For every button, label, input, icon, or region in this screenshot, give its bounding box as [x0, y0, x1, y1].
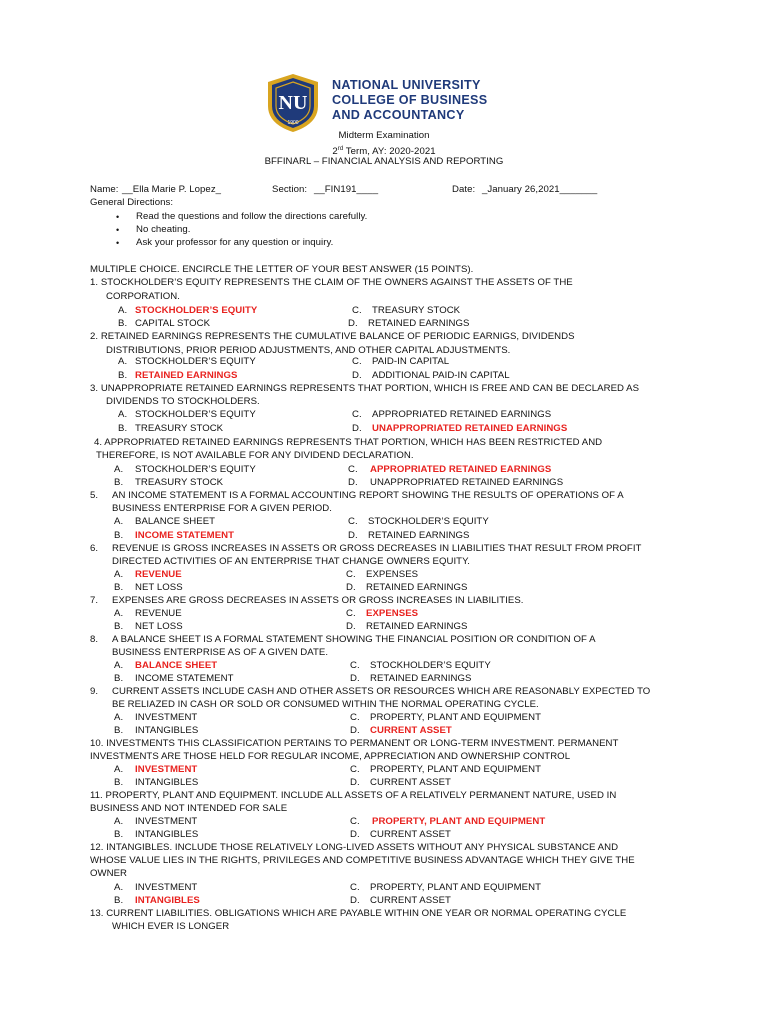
- q12-option-c[interactable]: PROPERTY, PLANT AND EQUIPMENT: [370, 882, 541, 893]
- option-letter[interactable]: A.: [114, 660, 124, 671]
- option-letter[interactable]: D.: [350, 725, 360, 736]
- option-letter[interactable]: C.: [350, 660, 360, 671]
- option-letter[interactable]: C.: [352, 409, 362, 420]
- option-letter[interactable]: A.: [118, 356, 128, 367]
- question-13-cont: WHICH EVER IS LONGER: [112, 921, 230, 932]
- name-label: Name:: [90, 184, 119, 195]
- q2-option-d[interactable]: ADDITIONAL PAID-IN CAPITAL: [372, 370, 510, 381]
- option-letter[interactable]: D.: [350, 777, 360, 788]
- option-letter[interactable]: B.: [114, 673, 124, 684]
- section-label: Section:: [272, 184, 308, 195]
- q4-option-d[interactable]: UNAPPROPRIATED RETAINED EARNINGS: [370, 477, 564, 488]
- question-9: CURRENT ASSETS INCLUDE CASH AND OTHER ASSETS OR RESOURCES WHICH ARE REASONABLY EXPECTED TO: [112, 686, 651, 697]
- name-field[interactable]: __Ella Marie P. Lopez_: [122, 184, 222, 195]
- q8-option-c[interactable]: STOCKHOLDER’S EQUITY: [370, 660, 491, 671]
- question-13: 13. CURRENT LIABILITIES. OBLIGATIONS WHICH ARE PAYABLE WITHIN ONE YEAR OR NORMAL OPERATING CYCLE: [90, 908, 627, 919]
- direction-item: Read the questions and follow the directions carefully.: [136, 211, 368, 222]
- q10-option-a-answer[interactable]: INVESTMENT: [135, 764, 198, 775]
- option-letter[interactable]: D.: [348, 318, 358, 329]
- q5-option-b-answer[interactable]: INCOME STATEMENT: [135, 530, 235, 541]
- q10-option-c[interactable]: PROPERTY, PLANT AND EQUIPMENT: [370, 764, 541, 775]
- q12-option-b-answer[interactable]: INTANGIBLES: [135, 895, 200, 906]
- option-letter[interactable]: B.: [118, 318, 128, 329]
- question-2-cont: DISTRIBUTIONS, PRIOR PERIOD ADJUSTMENTS, AND OTHER CAPITAL ADJUSTMENTS.: [106, 345, 511, 356]
- option-letter[interactable]: B.: [118, 423, 128, 434]
- question-1-cont: CORPORATION.: [106, 291, 180, 302]
- question-number: 8.: [90, 634, 99, 645]
- q2-option-c[interactable]: PAID-IN CAPITAL: [372, 356, 450, 367]
- q9-option-a[interactable]: INVESTMENT: [135, 712, 198, 723]
- bullet-icon: •: [116, 238, 120, 248]
- option-letter[interactable]: B.: [114, 477, 124, 488]
- question-5: AN INCOME STATEMENT IS A FORMAL ACCOUNTING REPORT SHOWING THE RESULTS OF OPERATIONS OF A: [112, 490, 624, 501]
- q8-option-b[interactable]: INCOME STATEMENT: [135, 673, 234, 684]
- direction-item: Ask your professor for any question or inquiry.: [136, 237, 334, 248]
- q12-option-d[interactable]: CURRENT ASSET: [370, 895, 451, 906]
- q10-option-d[interactable]: CURRENT ASSET: [370, 777, 451, 788]
- q6-option-c[interactable]: EXPENSES: [366, 569, 419, 580]
- q12-option-a[interactable]: INVESTMENT: [135, 882, 198, 893]
- q8-option-a-answer[interactable]: BALANCE SHEET: [135, 660, 218, 671]
- option-letter[interactable]: B.: [114, 582, 124, 593]
- term-number: 2: [332, 146, 338, 158]
- q1-option-a-answer[interactable]: STOCKHOLDER’S EQUITY: [135, 305, 258, 316]
- mc-title: MULTIPLE CHOICE. ENCIRCLE THE LETTER OF YOUR BEST ANSWER (15 POINTS).: [90, 264, 474, 275]
- q8-option-d[interactable]: RETAINED EARNINGS: [370, 673, 472, 684]
- question-4-cont: THEREFORE, IS NOT AVAILABLE FOR ANY DIVIDEND DECLARATION.: [96, 450, 414, 461]
- option-letter[interactable]: D.: [348, 530, 358, 541]
- question-8-cont: BUSINESS ENTERPRISE AS OF A GIVEN DATE.: [112, 647, 329, 658]
- option-letter[interactable]: B.: [114, 895, 124, 906]
- question-6-cont: DIRECTED ACTIVITIES OF AN ENTERPRISE THAT CHANGE OWNERS EQUITY.: [112, 556, 470, 567]
- question-2: 2. RETAINED EARNINGS REPRESENTS THE CUMULATIVE BALANCE OF PERIODIC EARNIGS, DIVIDENDS: [90, 331, 575, 342]
- question-11: 11. PROPERTY, PLANT AND EQUIPMENT. INCLUDE ALL ASSETS OF A RELATIVELY PERMANENT NATURE, USED IN: [90, 790, 617, 801]
- q11-option-a[interactable]: INVESTMENT: [135, 816, 198, 827]
- option-letter[interactable]: B.: [114, 530, 124, 541]
- option-letter[interactable]: B.: [114, 829, 124, 840]
- question-4: 4. APPROPRIATED RETAINED EARNINGS REPRESENTS THAT PORTION, WHICH HAS BEEN RESTRICTED AND: [94, 437, 603, 448]
- q7-option-d[interactable]: RETAINED EARNINGS: [366, 621, 468, 632]
- course-title: BFFINARL – FINANCIAL ANALYSIS AND REPORTING: [264, 156, 504, 167]
- q6-option-a-answer[interactable]: REVENUE: [135, 569, 182, 580]
- section-field[interactable]: __FIN191____: [314, 184, 379, 195]
- option-letter[interactable]: D.: [352, 423, 362, 434]
- q3-option-c[interactable]: APPROPRIATED RETAINED EARNINGS: [372, 409, 552, 420]
- option-letter[interactable]: C.: [350, 764, 360, 775]
- option-letter[interactable]: C.: [346, 608, 356, 619]
- exam-title: Midterm Examination: [338, 130, 430, 141]
- question-12: 12. INTANGIBLES. INCLUDE THOSE RELATIVELY LONG-LIVED ASSETS WITHOUT ANY PHYSICAL SUBSTANCE AND: [90, 842, 619, 853]
- q11-option-d[interactable]: CURRENT ASSET: [370, 829, 451, 840]
- option-letter[interactable]: C.: [352, 356, 362, 367]
- question-8: A BALANCE SHEET IS A FORMAL STATEMENT SHOWING THE FINANCIAL POSITION OR CONDITION OF A: [112, 634, 596, 645]
- option-letter[interactable]: B.: [114, 621, 124, 632]
- question-12-cont: WHOSE VALUE LIES IN THE RIGHTS, PRIVILEGES AND COMPETITIVE BUSINESS ADVANTAGE WHICH THEY GIVE THE: [90, 855, 635, 866]
- q4-option-a[interactable]: STOCKHOLDER’S EQUITY: [135, 464, 256, 475]
- option-letter[interactable]: A.: [114, 764, 124, 775]
- option-letter[interactable]: B.: [118, 370, 128, 381]
- option-letter[interactable]: B.: [114, 725, 124, 736]
- date-field[interactable]: _January 26,2021_______: [482, 184, 598, 195]
- q3-option-a[interactable]: STOCKHOLDER’S EQUITY: [135, 409, 256, 420]
- question-number: 5.: [90, 490, 99, 501]
- date-label: Date:: [452, 184, 476, 195]
- q5-option-c[interactable]: STOCKHOLDER’S EQUITY: [368, 516, 489, 527]
- option-letter[interactable]: C.: [348, 516, 358, 527]
- q10-option-b[interactable]: INTANGIBLES: [135, 777, 199, 788]
- q9-option-c[interactable]: PROPERTY, PLANT AND EQUIPMENT: [370, 712, 541, 723]
- school-name-line2: COLLEGE OF BUSINESS: [332, 93, 488, 107]
- option-letter[interactable]: C.: [350, 882, 360, 893]
- term-rest: Term, AY: 2020-2021: [343, 146, 436, 158]
- term-superscript: rd: [337, 146, 344, 152]
- question-5-cont: BUSINESS ENTERPRISE FOR A GIVEN PERIOD.: [112, 503, 332, 514]
- q1-option-d[interactable]: RETAINED EARNINGS: [368, 318, 470, 329]
- option-letter[interactable]: D.: [348, 477, 358, 488]
- option-letter[interactable]: A.: [114, 569, 124, 580]
- option-letter[interactable]: D.: [352, 370, 362, 381]
- option-letter[interactable]: D.: [350, 673, 360, 684]
- question-12-cont2: OWNER: [90, 868, 128, 879]
- q9-option-d-answer[interactable]: CURRENT ASSET: [370, 725, 452, 736]
- logo-year: 1900: [287, 120, 299, 126]
- q1-option-c[interactable]: TREASURY STOCK: [372, 305, 461, 316]
- q2-option-b-answer[interactable]: RETAINED EARNINGS: [135, 370, 238, 381]
- option-letter[interactable]: A.: [118, 409, 128, 420]
- q4-option-c-answer[interactable]: APPROPRIATED RETAINED EARNINGS: [370, 464, 552, 475]
- q3-option-d-answer[interactable]: UNAPPROPRIATED RETAINED EARNINGS: [372, 423, 568, 434]
- q6-option-d[interactable]: RETAINED EARNINGS: [366, 582, 468, 593]
- q9-option-b[interactable]: INTANGIBLES: [135, 725, 199, 736]
- school-name-line1: NATIONAL UNIVERSITY: [332, 78, 481, 92]
- q7-option-c-answer[interactable]: EXPENSES: [366, 608, 419, 619]
- question-1: 1. STOCKHOLDER’S EQUITY REPRESENTS THE CLAIM OF THE OWNERS AGAINST THE ASSETS OF THE: [90, 277, 573, 288]
- question-number: 9.: [90, 686, 99, 697]
- q11-option-c-answer[interactable]: PROPERTY, PLANT AND EQUIPMENT: [372, 816, 546, 827]
- question-7: EXPENSES ARE GROSS DECREASES IN ASSETS OR GROSS INCREASES IN LIABILITIES.: [112, 595, 524, 606]
- question-number: 7.: [90, 595, 99, 606]
- q7-option-a[interactable]: REVENUE: [135, 608, 182, 619]
- direction-item: No cheating.: [136, 224, 191, 235]
- option-letter[interactable]: A.: [114, 516, 124, 527]
- q1-option-b[interactable]: CAPITAL STOCK: [135, 318, 211, 329]
- option-letter[interactable]: B.: [114, 777, 124, 788]
- school-name-line3: AND ACCOUNTANCY: [332, 108, 465, 122]
- q5-option-a[interactable]: BALANCE SHEET: [135, 516, 216, 527]
- q6-option-b[interactable]: NET LOSS: [135, 582, 183, 593]
- option-letter[interactable]: A.: [114, 712, 124, 723]
- option-letter[interactable]: A.: [114, 816, 124, 827]
- option-letter[interactable]: D.: [350, 895, 360, 906]
- question-10: 10. INVESTMENTS THIS CLASSIFICATION PERTAINS TO PERMANENT OR LONG-TERM INVESTMENT. PERMANENT: [90, 738, 619, 749]
- question-3: 3. UNAPPROPRIATE RETAINED EARNINGS REPRESENTS THAT PORTION, WHICH IS FREE AND CAN BE DECLARED AS: [90, 383, 640, 394]
- question-11-cont: BUSINESS AND NOT INTENDED FOR SALE: [90, 803, 288, 814]
- university-logo: [262, 72, 324, 134]
- option-letter[interactable]: A.: [114, 464, 124, 475]
- option-letter[interactable]: A.: [114, 882, 124, 893]
- svg-text:NU: NU: [278, 92, 308, 114]
- option-letter[interactable]: C.: [348, 464, 358, 475]
- q5-option-d[interactable]: RETAINED EARNINGS: [368, 530, 470, 541]
- option-letter[interactable]: A.: [118, 305, 128, 316]
- option-letter[interactable]: D.: [350, 829, 360, 840]
- directions-title: General Directions:: [90, 197, 174, 208]
- question-10-cont: INVESTMENTS ARE THOSE HELD FOR REGULAR INCOME, APPRECIATION AND OWNERSHIP CONTROL: [90, 751, 571, 762]
- option-letter[interactable]: C.: [346, 569, 356, 580]
- option-letter[interactable]: A.: [114, 608, 124, 619]
- option-letter[interactable]: D.: [346, 582, 356, 593]
- option-letter[interactable]: C.: [350, 712, 360, 723]
- q11-option-b[interactable]: INTANGIBLES: [135, 829, 199, 840]
- option-letter[interactable]: C.: [352, 305, 362, 316]
- q2-option-a[interactable]: STOCKHOLDER’S EQUITY: [135, 356, 256, 367]
- option-letter[interactable]: D.: [346, 621, 356, 632]
- question-9-cont: BE RELIAZED IN CASH OR SOLD OR CONSUMED WITHIN THE NORMAL OPERATING CYCLE.: [112, 699, 539, 710]
- q3-option-b[interactable]: TREASURY STOCK: [135, 423, 224, 434]
- option-letter[interactable]: C.: [350, 816, 360, 827]
- bullet-icon: •: [116, 225, 120, 235]
- question-number: 6.: [90, 543, 99, 554]
- question-3-cont: DIVIDENDS TO STOCKHOLDERS.: [106, 396, 260, 407]
- bullet-icon: •: [116, 212, 120, 222]
- question-6: REVENUE IS GROSS INCREASES IN ASSETS OR GROSS DECREASES IN LIABILITIES THAT RESULT FROM PROFIT: [112, 543, 642, 554]
- q7-option-b[interactable]: NET LOSS: [135, 621, 183, 632]
- q4-option-b[interactable]: TREASURY STOCK: [135, 477, 224, 488]
